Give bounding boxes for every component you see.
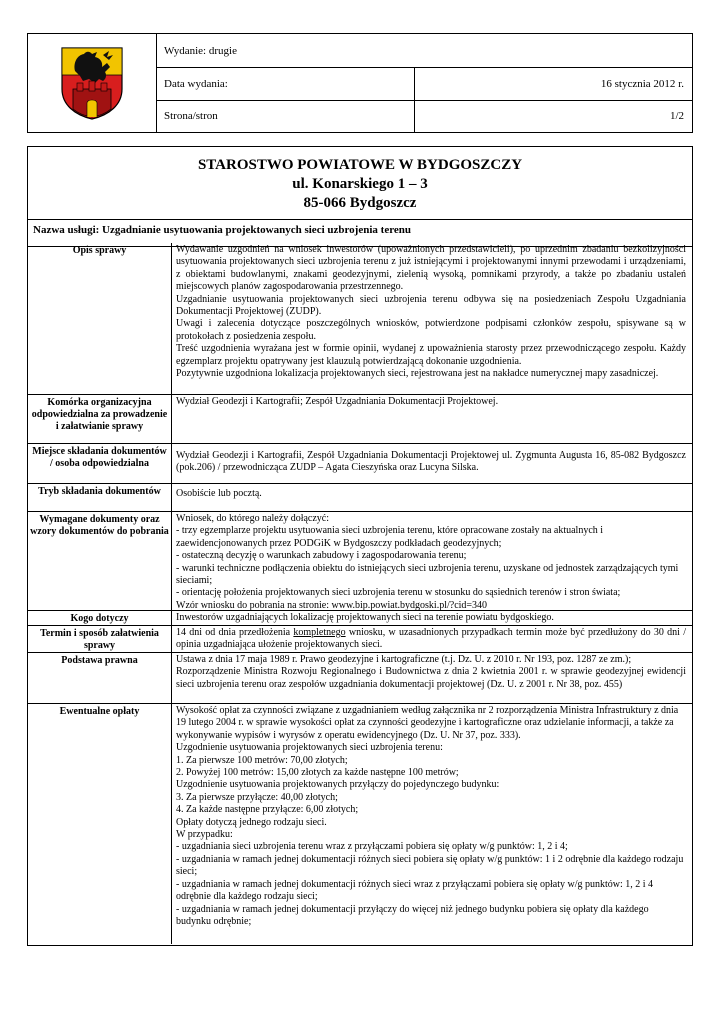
- issue-date-row: [156, 67, 692, 101]
- list-item: 3. Za pierwsze przyłącze: 40,00 złotych;: [176, 791, 338, 803]
- office-name: STAROSTWO POWIATOWE W BYDGOSZCZY: [197, 157, 523, 173]
- emphasis-text: kompletnego: [293, 627, 346, 638]
- list-item: - orientację położenia projektowanych sieci uzbrojenia terenu w stosunku do sąsiednich terenów i stron świata;: [176, 587, 621, 599]
- list-item: 2. Powyżej 100 metrów: 15,00 złotych za każde następne 100 metrów;: [176, 767, 459, 779]
- list-item: - warunki techniczne podłączenia obiektu do istniejących sieci uzbrojenia terenu, uzyskane od jednostek zarządzających tymi sieciami;: [176, 562, 679, 587]
- download-link-text: Wzór wniosku do pobrania na stronie: www.bip.powiat.bydgoski.pl/?cid=340: [176, 599, 488, 611]
- page-value: 1/2: [669, 110, 684, 122]
- service-name: Nazwa usługi: Uzgadnianie usytuowania projektowanych sieci uzbrojenia terenu: [28, 219, 692, 247]
- list-item: - uzgadniania w ramach jednej dokumentacji różnych sieci wraz z przyłączami pobiera się opłaty w/g punktów: 1, 2 i 4 odrębnie dla każdego rodzaju sieci;: [176, 878, 654, 903]
- table-row: [28, 611, 692, 626]
- table-row: [28, 484, 692, 512]
- table-row: [28, 653, 692, 704]
- row-value: [172, 243, 692, 394]
- issue-date-label: Data wydania:: [164, 77, 228, 90]
- paragraph: Pozytywnie uzgodniona lokalizacja projektowanych sieci, rejestrowana jest na nakładce numerycznej mapy zasadniczej.: [176, 368, 659, 380]
- paragraph: Uzgadnianie usytuowania projektowanych sieci uzbrojenia terenu odbywa się na posiedzeniach Zespołu Uzgadniania Dokumentacji Projektowej (ZUDP).: [176, 293, 686, 318]
- list-item: - uzgadniania w ramach jednej dokumentacji różnych sieci pobiera się opłaty w/g punktów: 1 i 2 odrębnie dla każdego rodzaju sieci;: [176, 853, 684, 878]
- table-row: [28, 243, 692, 395]
- list-item: - trzy egzemplarze projektu usytuowania sieci uzbrojenia terenu, które opracowane zostały na aktualnych i zaewidencjonowanych przez PODGiK w Bydgoszczy podkładach geodezyjnych;: [176, 525, 604, 549]
- paragraph: Wniosek, do którego należy dołączyć:: [176, 513, 329, 524]
- row-value: [172, 704, 692, 944]
- office-street: ul. Konarskiego 1 – 3: [292, 176, 428, 192]
- list-item: - uzgadniania w ramach jednej dokumentacji przyłączy do więcej niż jednego budynku pobiera się opłaty dla każdego budynku odrębnie;: [176, 903, 649, 927]
- row-value: Wydział Geodezji i Kartografii; Zespół Uzgadniania Dokumentacji Projektowej.: [176, 396, 499, 407]
- column-divider: [414, 67, 415, 100]
- table-row: [28, 395, 692, 444]
- table-row: [28, 444, 692, 484]
- text: 14 dni od dnia przedłożenia: [176, 627, 294, 638]
- row-value: [172, 626, 692, 652]
- text: wniosku, w uzasadnionych przypadkach termin może być przedłużony do 30 dni / opinia uzgadniająca ułożenie projektowanych sieci.: [176, 627, 686, 651]
- office-city: 85-066 Bydgoszcz: [303, 195, 417, 211]
- row-label: Kogo dotyczy: [28, 611, 172, 625]
- row-label: Miejsce składania dokumentów / osoba odpowiedzialna: [28, 444, 172, 483]
- row-value: [172, 653, 692, 703]
- edition-label: Wydanie: drugie: [164, 44, 237, 57]
- row-label: Komórka organizacyjna odpowiedzialna za prowadzenie i załatwianie sprawy: [28, 395, 172, 443]
- paragraph: Wydawanie uzgodnień na wniosek inwestorów (upoważnionych przedstawicieli), po uprzednim zbadaniu bezkolizyjności usytuowania projektowanych sieci uzbrojenia terenu z już istniejącymi i projektowanymi innymi przewodami i urządzeniami, z obiektami budowlanymi, znakami geodezyjnymi, zielenią wysoką, pomnikami przyrody, a także po zbadaniu ustaleń miejscowych planów zagospodarowania przestrzennego.: [176, 244, 686, 293]
- row-value: [172, 512, 692, 610]
- row-value: Inwestorów uzgadniających lokalizację projektowanych sieci na terenie powiatu bydgoskiego.: [176, 612, 554, 623]
- list-item: 4. Za każde następne przyłącze: 6,00 złotych;: [176, 804, 359, 816]
- coat-of-arms-cell: [28, 34, 157, 132]
- issue-date-value: 16 stycznia 2012 r.: [600, 77, 684, 90]
- row-label: Podstawa prawna: [28, 653, 172, 703]
- paragraph: Uzgodnienie usytuowania projektowanych przyłączy do pojedynczego budynku:: [176, 779, 500, 791]
- service-table: [28, 243, 692, 944]
- paragraph: Rozporządzenie Ministra Rozwoju Regionalnego i Budownictwa z dnia 2 kwietnia 2001 r. w sprawie geodezyjnej ewidencji sieci uzbrojenia terenu oraz zespołów uzgadniania dokumentacji projektowej (Dz. U. z 2001 r. Nr 38, poz. 455): [176, 666, 686, 690]
- coat-of-arms-icon: [59, 45, 125, 121]
- table-row: [28, 626, 692, 653]
- row-value: Wydział Geodezji i Kartografii, Zespół Uzgadniania Dokumentacji Projektowej ul. Zygmunta Augusta 16, 85-082 Bydgoszcz (pok.206) / przewodnicząca ZUDP – Agata Cieszyńska oraz Lucyna Silska.: [176, 450, 686, 474]
- column-divider: [414, 100, 415, 132]
- service-card: [27, 146, 693, 946]
- row-label: Termin i sposób załatwienia sprawy: [28, 626, 172, 652]
- list-item: 1. Za pierwsze 100 metrów: 70,00 złotych;: [176, 754, 348, 766]
- paragraph: Uzgodnienie usytuowania projektowanych sieci uzbrojenia terenu:: [176, 742, 443, 754]
- paragraph: Opłaty dotyczą jednego rodzaju sieci.: [176, 816, 327, 828]
- row-label: Ewentualne opłaty: [28, 704, 172, 944]
- row-label: Opis sprawy: [28, 243, 172, 394]
- paragraph: Ustawa z dnia 17 maja 1989 r. Prawo geodezyjne i kartograficzne (t.j. Dz. U. z 2010 r. Nr 193, poz. 1287 ze zm.);: [176, 654, 632, 665]
- document-header: [27, 33, 693, 133]
- paragraph: W przypadku:: [176, 829, 233, 841]
- row-label: Wymagane dokumenty oraz wzory dokumentów do pobrania: [28, 512, 172, 610]
- row-value: Osobiście lub pocztą.: [176, 488, 262, 499]
- table-row: [28, 512, 692, 611]
- list-item: - uzgadniania sieci uzbrojenia terenu wraz z przyłączami pobiera się opłaty w/g punktów: 1, 2 i 4;: [176, 841, 568, 853]
- table-row: [28, 704, 692, 944]
- paragraph: Uwagi i zalecenia dotyczące poszczególnych wniosków, potwierdzone podpisami członków zespołu, spisywane są w protokołach z posiedzenia zespołu.: [176, 318, 686, 342]
- paragraph: Wysokość opłat za czynności związane z uzgadnianiem według załącznika nr 2 rozporządzenia Ministra Infrastruktury z dnia 19 lutego 2004 r. w sprawie wysokości opłat za czynności geodezyjne i kartograficzne oraz udzielanie informacji, a także za wykonywanie wypisów i wyrysów z operatu ewidencyjnego (Dz. U. Nr 37, poz. 333).: [176, 705, 679, 741]
- edition-row: [156, 34, 692, 68]
- page-label: Strona/stron: [164, 110, 218, 122]
- page-row: [156, 100, 692, 132]
- paragraph: Treść uzgodnienia wyrażana jest w formie opinii, wydanej z upoważnienia starosty przez przewodniczącego zespołu. Każdy egzemplarz projektu opatrywany jest klauzulą potwierdzającą dokonanie uzgodnienia.: [176, 343, 686, 367]
- row-label: Tryb składania dokumentów: [28, 484, 172, 511]
- list-item: - ostateczną decyzję o warunkach zabudowy i zagospodarowania terenu;: [176, 550, 467, 562]
